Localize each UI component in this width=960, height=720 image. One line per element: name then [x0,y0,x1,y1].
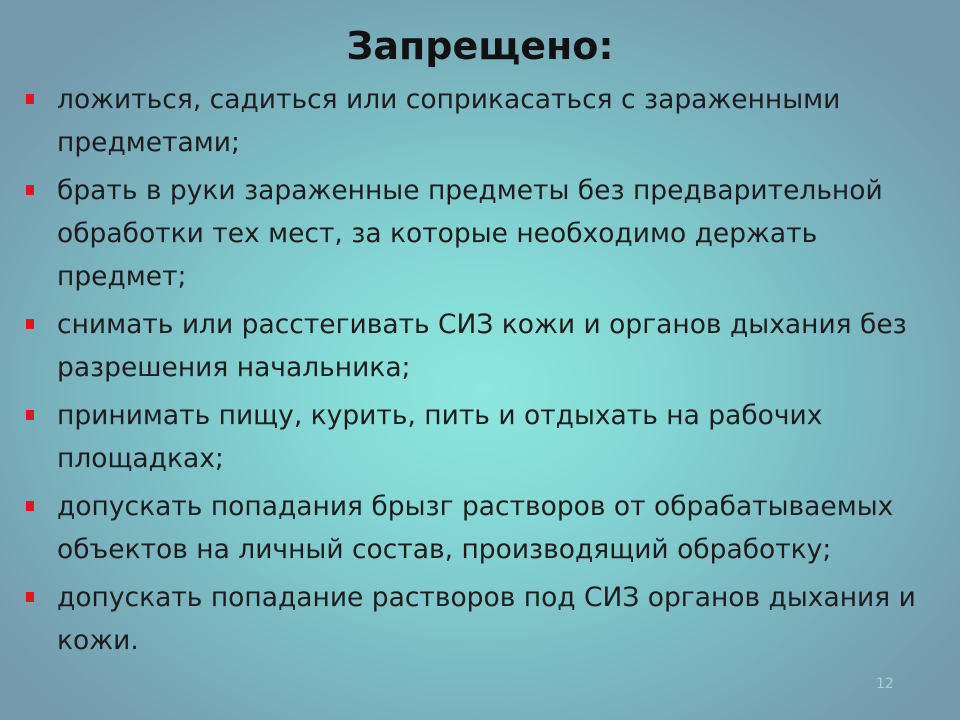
list-item [0,394,960,480]
list-item [0,485,960,571]
list-item-text: снимать или расстегивать СИЗ кожи и органов дыхания без разрешения начальника; [57,309,907,383]
bullet-list [0,78,960,667]
square-bullet-icon [26,319,34,329]
list-item-text: принимать пищу, курить, пить и отдыхать на рабочих площадках; [57,400,823,474]
square-bullet-icon [26,501,34,511]
slide-title: Запрещено: [346,24,614,68]
square-bullet-icon [26,592,34,602]
square-bullet-icon [26,94,34,104]
list-item-text: брать в руки зараженные предметы без предварительной обработки тех мест, за которые необходимо держать предмет; [57,175,883,292]
square-bullet-icon [26,185,34,195]
square-bullet-icon [26,410,34,420]
list-item [0,78,960,164]
list-item-text: ложиться, садиться или соприкасаться с зараженными предметами; [57,84,841,158]
list-item-text: допускать попадания брызг растворов от обрабатываемых объектов на личный состав, производящий обработку; [57,491,894,565]
page-number: 12 [876,676,894,692]
list-item-text: допускать попадание растворов под СИЗ органов дыхания и кожи. [57,582,916,656]
list-item [0,576,960,662]
list-item [0,303,960,389]
list-item [0,169,960,298]
